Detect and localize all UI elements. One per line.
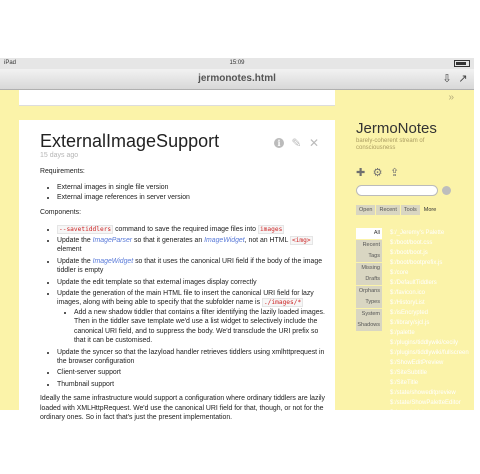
tiddler-list-item[interactable]: $:/ShowEditPreview	[390, 360, 444, 366]
tiddler-list-item[interactable]: $:/boot/boot.css	[390, 240, 433, 246]
list-item: • Update the generation of the main HTML file to insert the canonical URI field for lazy images, along with being able to specify that the subfolder name is ./images/* • Add a new shadow tiddler that contains a filter identifying the lazily loaded images. Then in the tiddler save template we'd use a list widget to selectively include the canonical URI field, and to suppress the body. We'd transclude the URI prefix so that it can be customised.	[57, 289, 325, 345]
tiddler-list-item[interactable]: $:/favicon.ico	[390, 290, 426, 296]
tab-recent[interactable]: Recent	[376, 205, 399, 215]
tiddler-list-item[interactable]: $:/boot/boot.js	[390, 250, 428, 256]
tiddler-list-item[interactable]: $:/plugins/tiddlywiki/fullscreen	[390, 350, 469, 356]
tiddlywiki-app	[0, 90, 474, 426]
collapse-sidebar-icon[interactable]: »	[448, 92, 454, 103]
subtab-shadows[interactable]: Shadows	[356, 320, 382, 331]
list-item: • Update the ImageParser so that it generates an ImageWidget, not an HTML <img> element	[57, 236, 325, 255]
tiddler-link[interactable]: ImageWidget	[204, 237, 245, 245]
tiddler-link[interactable]: ImageWidget	[92, 257, 134, 265]
subtab-types[interactable]: Types	[356, 297, 382, 308]
tiddler-list-item[interactable]: $:/state/ShowPaletteEditor	[390, 400, 461, 406]
all-tiddlers-list	[390, 228, 480, 428]
subtab-all[interactable]: All	[356, 228, 382, 239]
tiddler-frame	[19, 120, 335, 421]
settings-gear-icon[interactable]: ⚙	[372, 167, 383, 179]
list-item: • Update the syncer so that the lazyload handler retrieves tiddlers using xmlhttprequest in the browser configuration	[57, 348, 325, 367]
tiddler-list-item[interactable]: $:/palette	[390, 330, 415, 336]
edit-pencil-icon[interactable]: ✎	[291, 135, 302, 150]
search-button[interactable]	[442, 186, 451, 195]
new-tiddler-icon[interactable]: ✚	[356, 167, 366, 179]
tiddler-list-item[interactable]: $:/state/sidebar	[390, 410, 432, 416]
list-item: • Client-server support	[57, 368, 325, 377]
subtab-system[interactable]: System	[356, 309, 382, 320]
tiddler-list-item[interactable]: $:/library/sjcl.js	[390, 320, 430, 326]
clock: 15:09	[229, 60, 245, 66]
requirements-list	[57, 183, 325, 202]
tab-open[interactable]: Open	[356, 205, 375, 215]
tiddler-list-item[interactable]: $:/state/tab-1-1370058196	[390, 420, 461, 426]
close-icon[interactable]: ✕	[308, 135, 319, 150]
previous-tiddler-fragment	[19, 90, 335, 106]
more-subtabs	[356, 228, 382, 332]
download-icon[interactable]: ⇩	[442, 73, 452, 85]
tiddler-list-item[interactable]: $:/boot/bootprefix.js	[390, 260, 443, 266]
tab-more[interactable]: More	[421, 205, 440, 215]
list-item: • Update the edit template so that external images display correctly	[57, 278, 325, 287]
tiddler-list-item[interactable]: $:/isEncrypted	[390, 310, 429, 316]
code-span: images	[259, 225, 283, 233]
page-controls	[356, 163, 402, 181]
sidebar-tabs	[356, 205, 440, 215]
code-span: --savetiddlers	[59, 225, 112, 233]
site-title: JermoNotes	[356, 120, 437, 137]
share-icon[interactable]: ↗	[458, 73, 468, 85]
subtab-recent[interactable]: Recent	[356, 240, 382, 251]
requirements-heading: Requirements:	[40, 168, 85, 175]
list-item: • --savetiddlers command to save the required image files into images	[57, 225, 325, 234]
tiddler-list-item[interactable]: $:/_Jeremy's Palette	[390, 230, 445, 236]
code-span: ./images/*	[263, 299, 302, 307]
list-item: • Add a new shadow tiddler that contains a filter identifying the lazily loaded images. Then in the tiddler save template we'd use a list widget to selectively include the canonical URI field, and to suppress the body. We'd transclude the URI prefix so that it can be customised.	[74, 308, 325, 346]
code-span: <img>	[291, 237, 311, 245]
save-upload-icon[interactable]: ⇪	[390, 167, 400, 179]
tab-tools[interactable]: Tools	[401, 205, 420, 215]
tiddler-link[interactable]: ImageParser	[92, 237, 133, 245]
site-subtitle: barely-coherent stream of consciousness	[356, 138, 425, 151]
search-input[interactable]	[356, 185, 438, 196]
tiddler-list-item[interactable]: $:/SiteTitle	[390, 380, 419, 386]
tiddler-list-item[interactable]: $:/plugins/tiddlywiki/cecily	[390, 340, 459, 346]
info-icon[interactable]: i	[274, 138, 284, 148]
list-item: • Thumbnail support	[57, 380, 325, 389]
closing-paragraph: Ideally the same infrastructure would support a configuration where ordinary tiddlers are lazily loaded with XMLHttpRequest. We'd use the canonical URI field for that, though, or not for the ordinary ones. So in fact that's just the present implementation.	[40, 395, 325, 421]
tiddler-toolbar	[271, 134, 319, 152]
list-item: • Update the ImageWidget so that it uses the canonical URI field if the body of the image tiddler is empty	[57, 257, 325, 276]
list-item: • External images in single file version	[57, 183, 325, 192]
tiddler-list-item[interactable]: $:/state/showeditpreview	[390, 390, 456, 396]
nested-list	[74, 308, 325, 346]
app-nav-bar	[0, 69, 474, 90]
list-item: • External image references in server version	[57, 193, 325, 202]
components-list	[57, 225, 325, 390]
tiddler-date: 15 days ago	[40, 152, 79, 159]
battery-icon	[454, 60, 470, 67]
document-title: jermonotes.html	[198, 73, 276, 84]
subtab-orphans[interactable]: Orphans	[356, 286, 382, 297]
components-heading: Components:	[40, 209, 81, 217]
tiddler-list-item[interactable]: $:/SiteSubtitle	[390, 370, 428, 376]
device-name: iPad	[4, 60, 17, 66]
tiddler-list-item[interactable]: $:/core	[390, 270, 409, 276]
subtab-missing[interactable]: Missing	[356, 263, 382, 274]
tiddler-title: ExternalImageSupport	[40, 131, 220, 151]
tiddler-list-item[interactable]: $:/DefaultTiddlers	[390, 280, 437, 286]
sidebar	[338, 90, 474, 426]
ios-status-bar	[0, 58, 474, 69]
subtab-drafts[interactable]: Drafts	[356, 274, 382, 285]
subtab-tags[interactable]: Tags	[356, 251, 382, 262]
tiddler-body	[40, 167, 325, 429]
tiddler-list-item[interactable]: $:/HistoryList	[390, 300, 425, 306]
